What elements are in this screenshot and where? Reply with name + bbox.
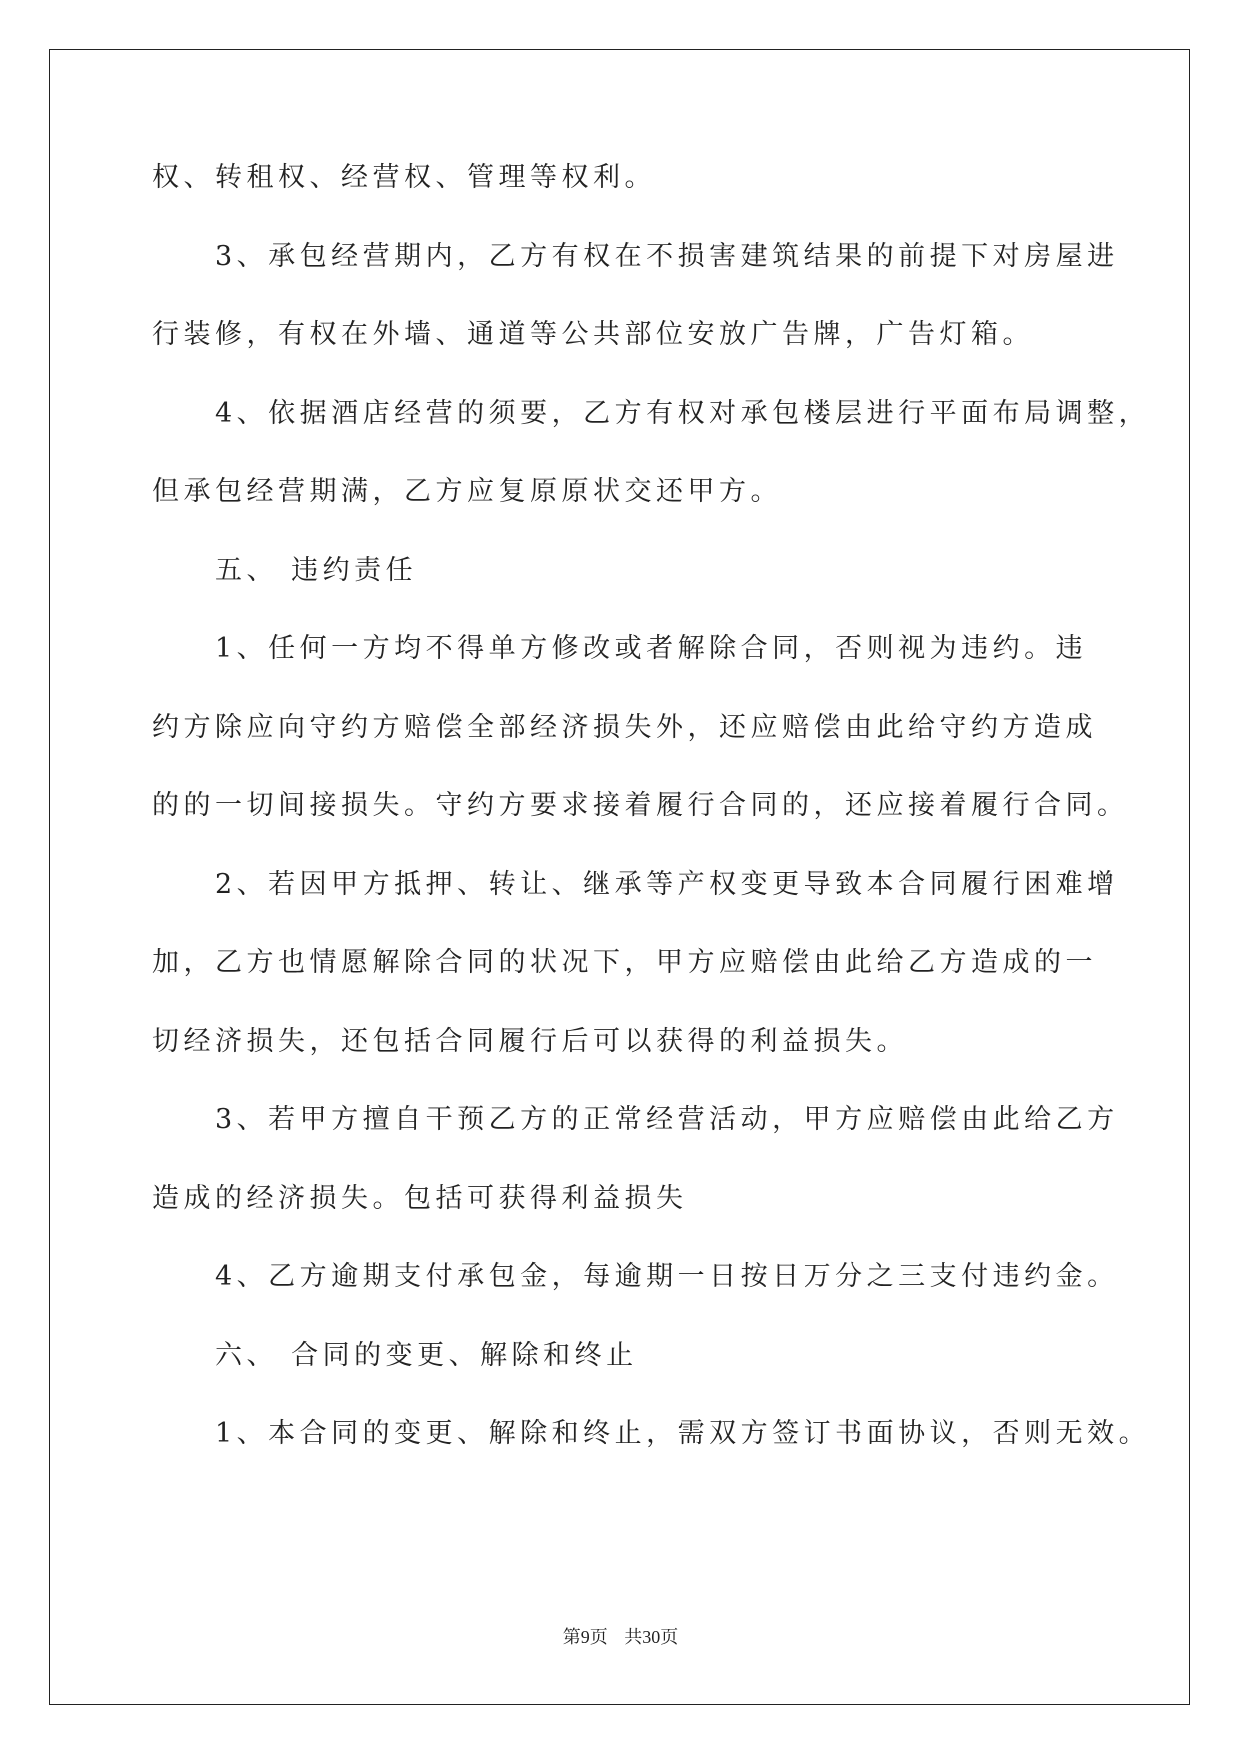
page-footer: [0, 1623, 1241, 1649]
text-line: 行装修，有权在外墙、通道等公共部位安放广告牌，广告灯箱。: [152, 319, 1034, 350]
text-line: 但承包经营期满，乙方应复原原状交还甲方。: [152, 476, 782, 507]
text-line: 造成的经济损失。包括可获得利益损失: [152, 1182, 688, 1214]
text-line: 3、承包经营期内，乙方有权在不损害建筑结果的前提下对房屋进: [215, 240, 1119, 272]
text-line: 4、乙方逾期支付承包金，每逾期一日按日万分之三支付违约金。: [215, 1261, 1119, 1292]
text-line: 1、任何一方均不得单方修改或者解除合同，否则视为违约。违: [215, 633, 1088, 664]
text-line: 3、若甲方擅自干预乙方的正常经营活动，甲方应赔偿由此给乙方: [215, 1104, 1119, 1135]
text-line: 约方除应向守约方赔偿全部经济损失外，还应赔偿由此给守约方造成: [152, 711, 1097, 743]
text-line: 的的一切间接损失。守约方要求接着履行合同的，还应接着履行合同。: [152, 790, 1129, 821]
text-line: 加，乙方也情愿解除合同的状况下，甲方应赔偿由此给乙方造成的一: [152, 947, 1097, 978]
document-body: [152, 160, 1151, 1495]
text-line: 4、依据酒店经营的须要，乙方有权对承包楼层进行平面布局调整，: [215, 397, 1151, 429]
page-total: 共30页: [624, 1627, 679, 1647]
section-heading: 六、 合同的变更、解除和终止: [215, 1339, 638, 1371]
page-number: 第9页: [562, 1627, 608, 1647]
text-line: 切经济损失，还包括合同履行后可以获得的利益损失。: [152, 1025, 908, 1057]
text-line: 权、转租权、经营权、管理等权利。: [152, 162, 656, 193]
section-heading: 五、 违约责任: [215, 554, 418, 586]
text-line: 1、本合同的变更、解除和终止，需双方签订书面协议，否则无效。: [215, 1418, 1151, 1449]
text-line: 2、若因甲方抵押、转让、继承等产权变更导致本合同履行困难增: [215, 868, 1119, 900]
